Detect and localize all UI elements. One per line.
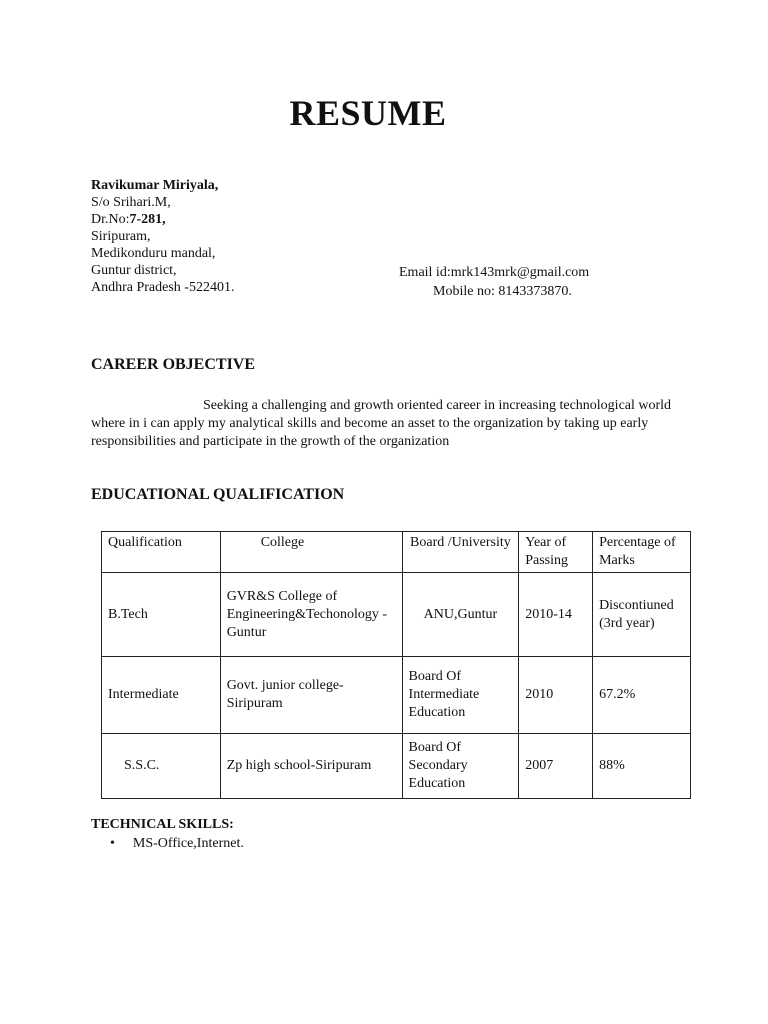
doorno-value: 7-281, <box>129 212 166 227</box>
header-percentage: Percentage of Marks <box>593 532 691 573</box>
table-row <box>102 573 691 657</box>
cell-qualification: B.Tech <box>102 573 221 657</box>
career-objective-text: Seeking a challenging and growth oriented career in increasing technological world where in i can apply my analytical skills and become an asset to the organization by taking up early responsibilities and participate in the growth of the organization <box>91 398 672 449</box>
resume-title: RESUME <box>289 93 447 133</box>
cell-year: 2010 <box>519 657 593 734</box>
header-qualification: Qualification <box>102 532 221 573</box>
technical-skills-heading: TECHNICAL SKILLS: <box>91 817 234 832</box>
cell-board: ANU,Guntur <box>402 573 519 657</box>
address-line-3: Siripuram, <box>91 229 151 244</box>
table-header-row <box>102 532 691 573</box>
cell-board: Board Of Intermediate Education <box>402 657 519 734</box>
email-line: Email id:mrk143mrk@gmail.com <box>399 265 590 280</box>
address-doorno <box>91 211 234 228</box>
cell-percentage: 67.2% <box>593 657 691 734</box>
mobile-line: Mobile no: 8143373870. <box>433 284 572 299</box>
header-year: Year of Passing <box>519 532 593 573</box>
doorno-label: Dr.No: <box>91 212 130 227</box>
cell-year: 2007 <box>519 734 593 799</box>
header-college: College <box>220 532 402 573</box>
cell-percentage: Discontiuned (3rd year) <box>593 573 691 657</box>
address-line-1: S/o Srihari.M, <box>91 195 171 210</box>
header-board: Board /University <box>402 532 519 573</box>
address-block <box>91 177 234 296</box>
table-row <box>102 657 691 734</box>
cell-qualification: S.S.C. <box>102 734 221 799</box>
cell-percentage: 88% <box>593 734 691 799</box>
skill-text: MS-Office,Internet. <box>132 836 244 851</box>
education-table <box>101 531 691 799</box>
applicant-name: Ravikumar Miriyala, <box>91 178 219 193</box>
address-line-6: Andhra Pradesh -522401. <box>91 280 235 295</box>
career-objective-heading: CAREER OBJECTIVE <box>91 356 256 373</box>
address-line-5: Guntur district, <box>91 263 177 278</box>
cell-college: Zp high school-Siripuram <box>220 734 402 799</box>
address-line-4: Medikonduru mandal, <box>91 246 216 261</box>
cell-college: Govt. junior college-Siripuram <box>220 657 402 734</box>
cell-qualification: Intermediate <box>102 657 221 734</box>
education-heading: EDUCATIONAL QUALIFICATION <box>91 486 345 503</box>
bullet-icon: • <box>110 836 115 851</box>
cell-year: 2010-14 <box>519 573 593 657</box>
list-item <box>110 836 244 852</box>
cell-board: Board Of Secondary Education <box>402 734 519 799</box>
table-row <box>102 734 691 799</box>
cell-college: GVR&S College of Engineering&Techonology -Guntur <box>220 573 402 657</box>
